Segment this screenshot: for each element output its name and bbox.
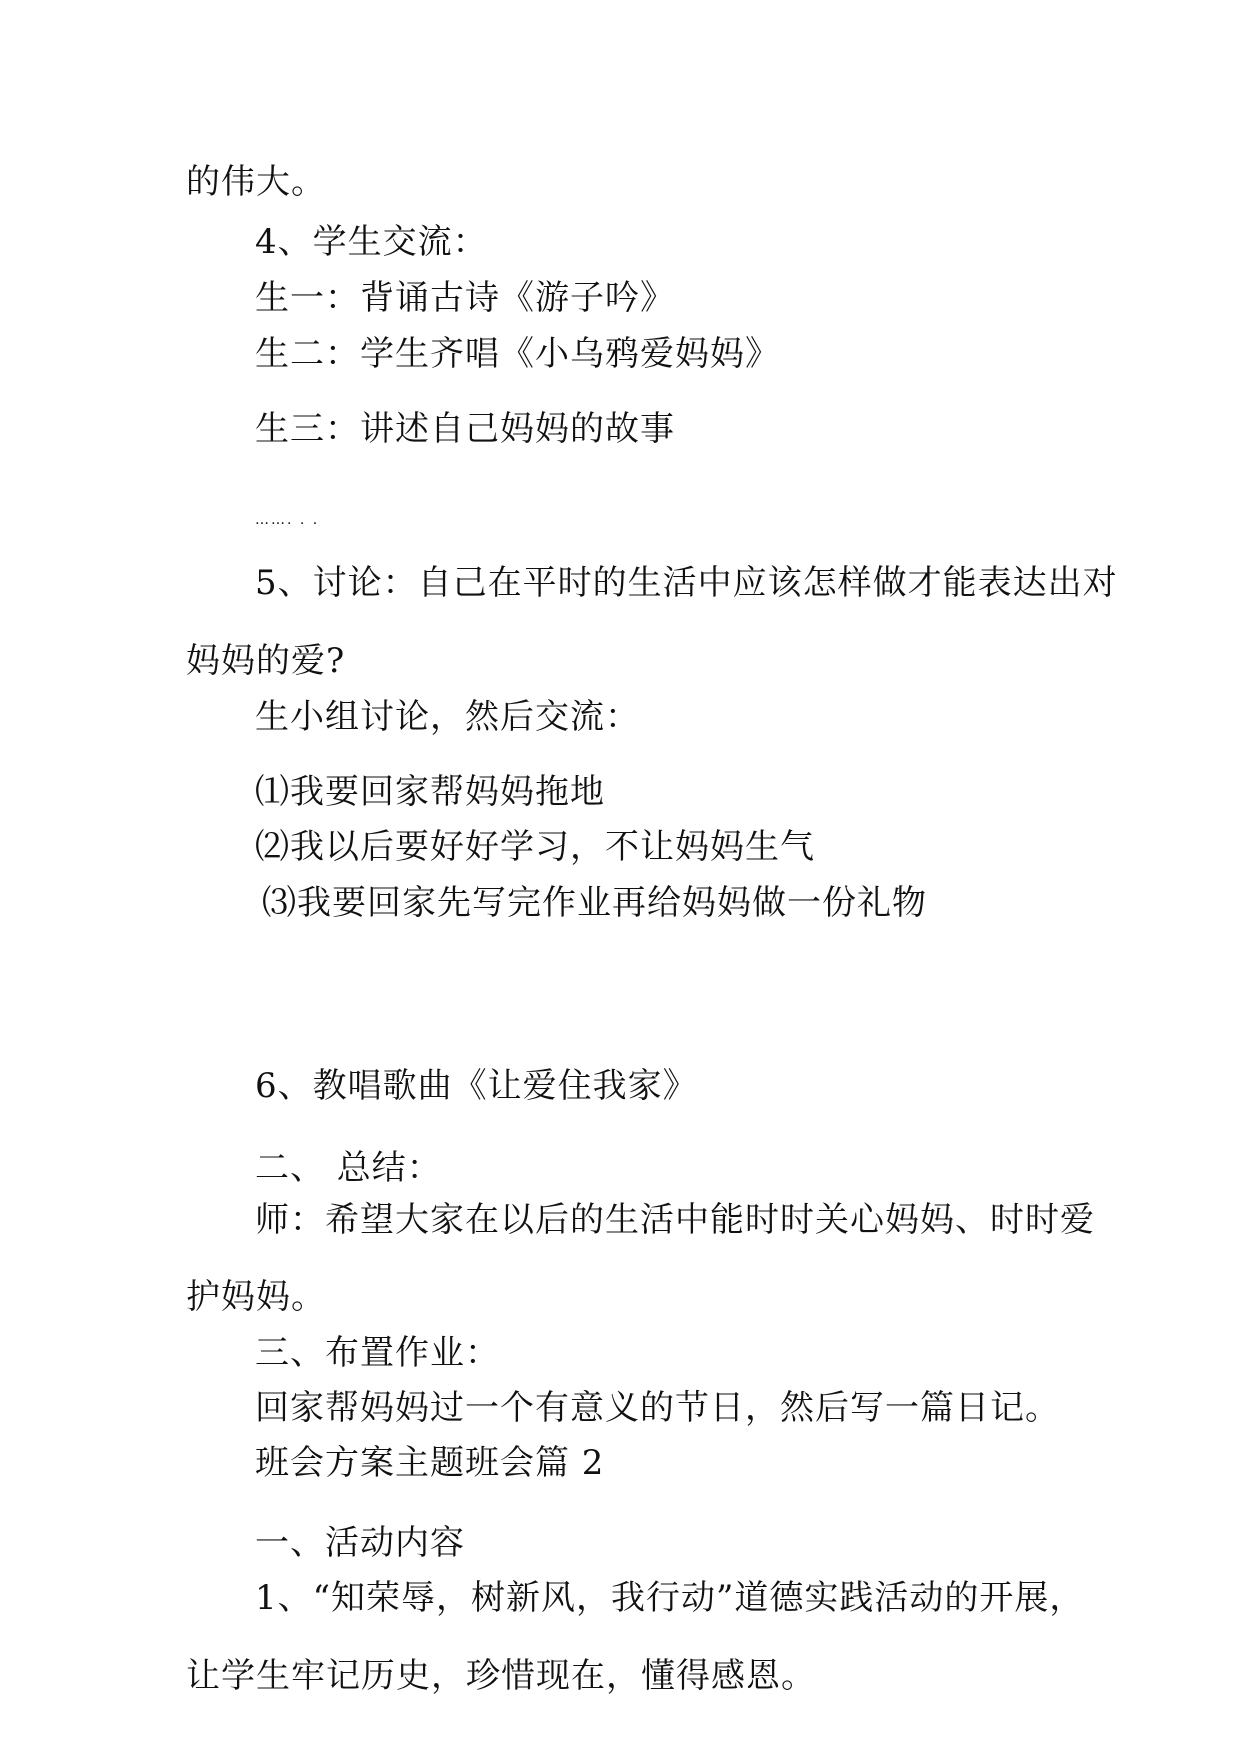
- list-item-1: ⑴我要回家帮妈妈拖地: [255, 772, 605, 812]
- activity-item-1: 1、“知荣辱，树新风，我行动”道德实践活动的开展，: [255, 1578, 1085, 1618]
- song-teaching-line: 6、教唱歌曲《让爱住我家》: [255, 1066, 698, 1106]
- list-item-2: ⑵我以后要好好学习，不让妈妈生气: [255, 827, 815, 867]
- discussion-continuation: 妈妈的爱?: [186, 641, 346, 681]
- group-discussion-line: 生小组讨论，然后交流：: [255, 697, 640, 737]
- activity-item-1-continuation: 让学生牢记历史，珍惜现在，懂得感恩。: [186, 1656, 816, 1696]
- discussion-heading: 5、讨论：自己在平时的生活中应该怎样做才能表达出对: [255, 563, 1118, 603]
- student-two-line: 生二：学生齐唱《小乌鸦爱妈妈》: [255, 334, 780, 374]
- teacher-continuation: 护妈妈。: [186, 1277, 326, 1317]
- teacher-line: 师：希望大家在以后的生活中能时时关心妈妈、时时爱: [255, 1200, 1095, 1240]
- ellipsis-dots: ……. . .: [255, 512, 320, 528]
- student-three-line: 生三：讲述自己妈妈的故事: [255, 409, 675, 449]
- homework-heading: 三、布置作业：: [255, 1333, 500, 1373]
- homework-line: 回家帮妈妈过一个有意义的节日，然后写一篇日记。: [255, 1388, 1060, 1428]
- activity-content-heading: 一、活动内容: [255, 1523, 465, 1563]
- student-one-line: 生一：背诵古诗《游子吟》: [255, 278, 675, 318]
- list-item-3: ⑶我要回家先写完作业再给妈妈做一份礼物: [262, 883, 927, 923]
- paragraph-continuation: 的伟大。: [186, 162, 326, 202]
- plan-title: 班会方案主题班会篇 2: [255, 1443, 605, 1483]
- section-heading-student-exchange: 4、学生交流：: [255, 222, 488, 262]
- summary-heading: 二、 总结：: [255, 1148, 442, 1188]
